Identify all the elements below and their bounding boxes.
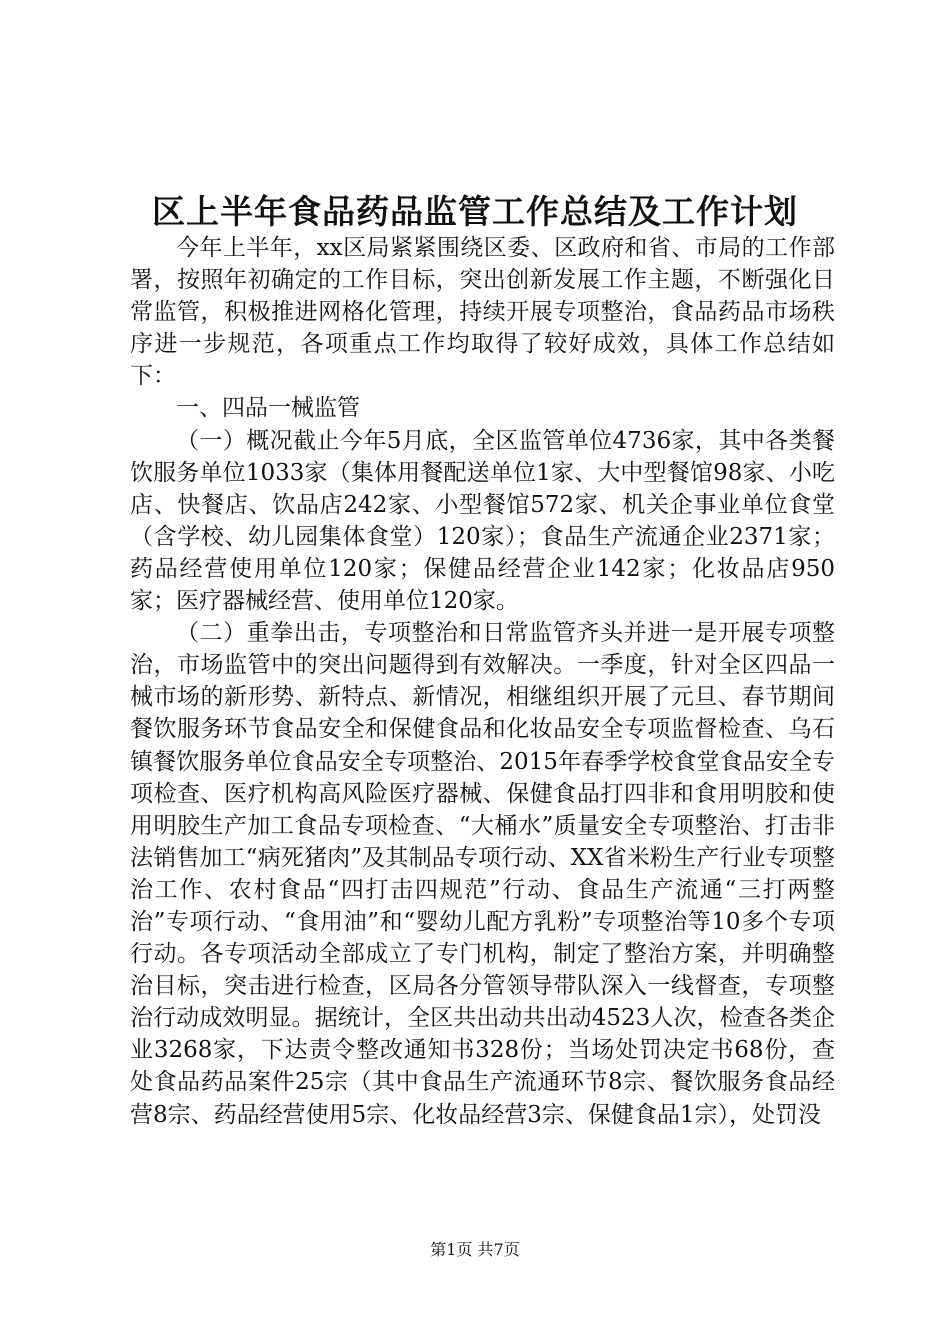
paragraph-special-rectification: （二）重拳出击，专项整治和日常监管齐头并进一是开展专项整治，市场监管中的突出问题得到有效解决。一季度，针对全区四品一械市场的新形势、新特点、新情况，相继组织开展了元旦、春节期间餐饮服务环节食品安全和保健食品和化妆品安全专项监督检查、乌石镇餐饮服务单位食品安全专项整治、2015年春季学校食堂食品安全专项检查、医疗机构高风险医疗器械、保健食品打四非和食用明胶和使用明胶生产加工食品专项检查、“大桶水”质量安全专项整治、打击非法销售加工“病死猪肉”及其制品专项行动、XX省米粉生产行业专项整治工作、农村食品“四打击四规范”行动、食品生产流通“三打两整治”专项行动、“食用油”和“婴幼儿配方乳粉”专项整治等10多个专项行动。各专项活动全部成立了专门机构，制定了整治方案，并明确整治目标，突击进行检查，区局各分管领导带队深入一线督查，专项整治行动成效明显。据统计，全区共出动共出动4523人次，检查各类企业3268家，下达责令整改通知书328份；当场处罚决定书68份，查处食品药品案件25宗（其中食品生产流通环节8宗、餐饮服务食品经营8宗、药品经营使用5宗、化妆品经营3宗、保健食品1宗），处罚没 (130, 620, 835, 1128)
section-heading: 一、四品一械监管 (176, 395, 360, 422)
page-number-footer: 第1页 共7页 (430, 1240, 520, 1259)
paragraph-intro: 今年上半年，xx区局紧紧围绕区委、区政府和省、市局的工作部署，按照年初确定的工作目标，突出创新发展工作主题，不断强化日常监管，积极推进网格化管理，持续开展专项整治，食品药品市场秩序进一步规范，各项重点工作均取得了较好成效，具体工作总结如下： (130, 235, 835, 390)
document-body (130, 232, 835, 1131)
paragraph-overview: （一）概况截止今年5月底，全区监管单位4736家，其中各类餐饮服务单位1033家（集体用餐配送单位1家、大中型餐馆98家、小吃店、快餐店、饮品店242家、小型餐馆572家、机关企事业单位食堂（含学校、幼儿园集体食堂）120家）；食品生产流通企业2371家；药品经营使用单位120家；保健品经营企业142家；化妆品店950家；医疗器械经营、使用单位120家。 (130, 427, 835, 615)
document-title: 区上半年食品药品监管工作总结及工作计划 (152, 192, 798, 231)
